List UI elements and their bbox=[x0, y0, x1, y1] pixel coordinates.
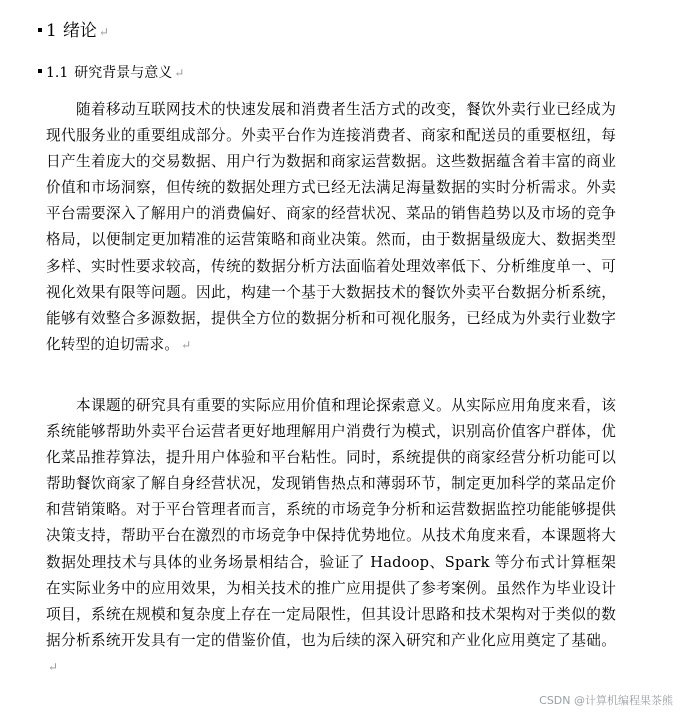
chapter-heading bbox=[38, 18, 109, 45]
paragraph-mark-icon: ↵ bbox=[174, 66, 185, 80]
paragraph-mark-icon: ↵ bbox=[48, 659, 59, 674]
list-bullet-icon bbox=[38, 28, 42, 32]
chapter-number: 1 bbox=[46, 21, 57, 41]
section-number: 1.1 bbox=[46, 65, 69, 81]
paragraph-text: 本课题的研究具有重要的实际应用价值和理论探索意义。从实际应用角度来看，该系统能够帮助外卖平台运营者更好地理解用户消费行为模式，识别高价值客户群体，优化菜品推荐算法，提升用户体验和平台粘性。同时，系统提供的商家经营分析功能可以帮助餐饮商家了解自身经营状况，发现销售热点和薄弱环节，制定更加科学的菜品定价和营销策略。对于平台管理者而言，系统的市场竞争分析和运营数据监控功能能够提供决策支持，帮助平台在激烈的市场竞争中保持优势地位。从技术角度来看，本课题将大数据处理技术与具体的业务场景相结合，验证了 Hadoop、Spark 等分布式计算框架在实际业务中的应用效果，为相关技术的推广应用提供了参考案例。虽然作为毕业设计项目，系统在规模和复杂度上存在一定局限性，但其设计思路和技术架构对于类似的数据分析系统开发具有一定的借鉴价值，也为后续的深入研究和产业化应用奠定了基础。 bbox=[46, 397, 616, 649]
section-heading bbox=[38, 62, 184, 84]
watermark: CSDN @计算机编程果茶熊 bbox=[539, 694, 673, 707]
section-title: 研究背景与意义 bbox=[74, 65, 173, 81]
body-paragraph bbox=[46, 393, 616, 680]
paragraph-mark-icon: ↵ bbox=[98, 25, 109, 39]
list-bullet-icon bbox=[38, 69, 42, 73]
paragraph-text: 随着移动互联网技术的快速发展和消费者生活方式的改变，餐饮外卖行业已经成为现代服务业的重要组成部分。外卖平台作为连接消费者、商家和配送员的重要枢纽，每日产生着庞大的交易数据、用户行为数据和商家运营数据。这些数据蕴含着丰富的商业价值和市场洞察，但传统的数据处理方式已经无法满足海量数据的实时分析需求。外卖平台需要深入了解用户的消费偏好、商家的经营状况、菜品的销售趋势以及市场的竞争格局，以便制定更加精准的运营策略和商业决策。然而，由于数据量级庞大、数据类型多样、实时性要求较高，传统的数据分析方法面临着处理效率低下、分析维度单一、可视化效果有限等问题。因此，构建一个基于大数据技术的餐饮外卖平台数据分析系统，能够有效整合多源数据，提供全方位的数据分析和可视化服务，已经成为外卖行业数字化转型的迫切需求。 bbox=[46, 101, 616, 353]
paragraph-mark-icon: ↵ bbox=[181, 337, 192, 352]
body-paragraph bbox=[46, 97, 616, 358]
chapter-title: 绪论 bbox=[62, 21, 97, 41]
